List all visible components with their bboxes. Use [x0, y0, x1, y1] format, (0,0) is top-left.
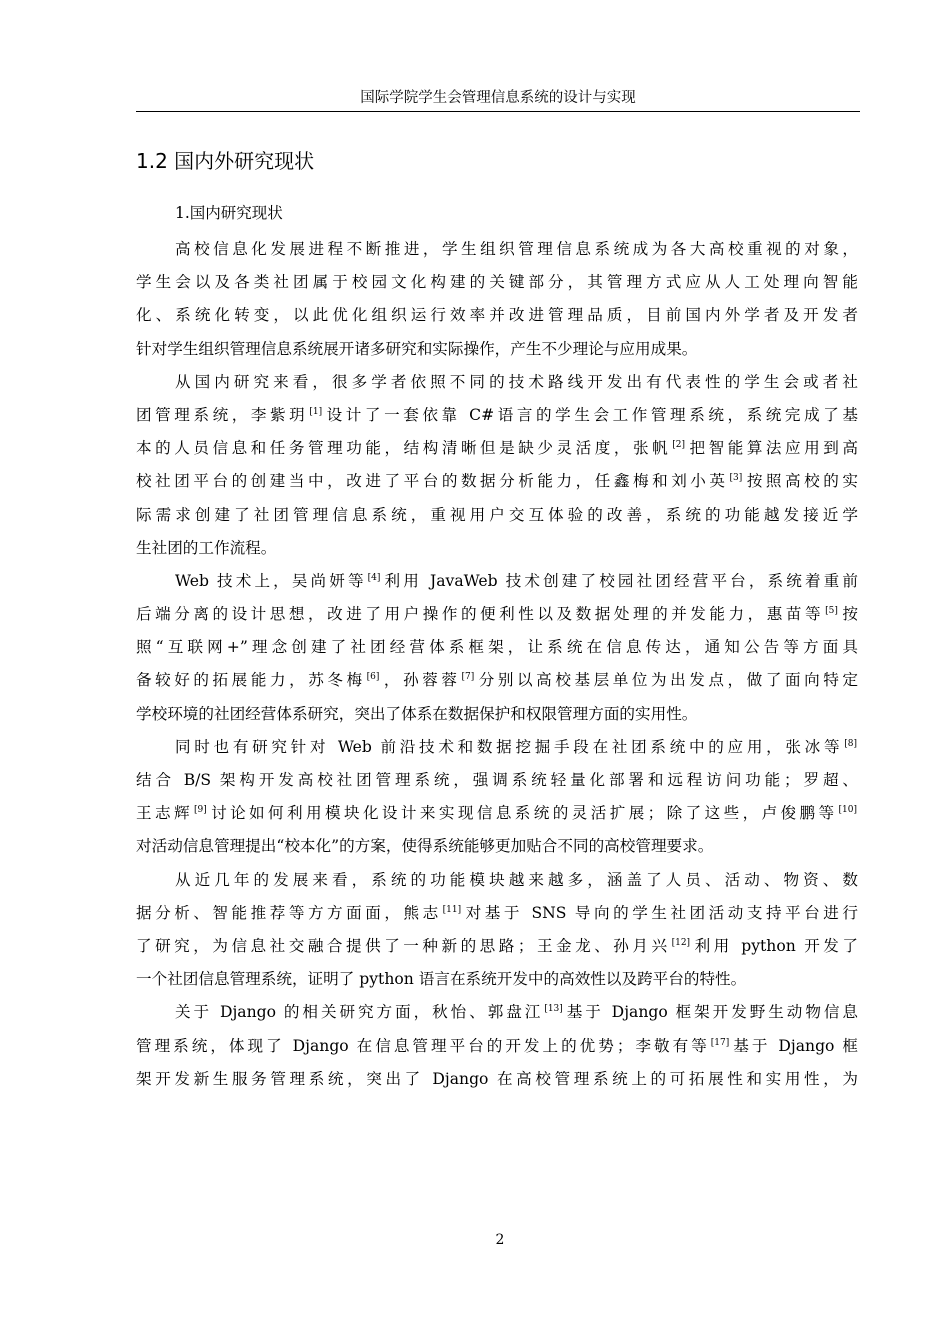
text-run: 把智能算法应用到高 [685, 439, 858, 458]
text-run: 结合 B/S 架构开发高校社团管理系统，强调系统轻量化部署和远程访问功能；罗超、 [136, 771, 858, 789]
citation-marker: [11] [442, 904, 462, 915]
paragraph [136, 996, 858, 1096]
text-run: 按照高校的实 [743, 472, 858, 491]
text-run: 团管理系统，李紫玥 [136, 405, 309, 424]
text-run: 学生会以及各类社团属于校园文化构建的关键部分，其管理方式应从人工处理向智能 [136, 273, 858, 292]
text-run: ，孙蓉蓉 [380, 671, 461, 690]
text-run: 按 [838, 605, 858, 624]
text-run: 架开发新生服务管理系统，突出了 Django 在高校管理系统上的可拓展性和实用性，为 [136, 1069, 858, 1088]
text-line [136, 963, 858, 996]
text-run: 从国内研究来看，很多学者依照不同的技术路线开发出有代表性的学生会或者社 [175, 372, 858, 391]
text-run: 后端分离的设计思想，改进了用户操作的便利性以及数据处理的并发能力，惠苗等 [136, 605, 825, 624]
text-line [136, 731, 858, 764]
text-line [136, 598, 858, 631]
text-run: 对基于 SNS 导向的学生社团活动支持平台进行 [462, 903, 858, 922]
text-line [136, 532, 858, 565]
text-run: 同时也有研究针对 Web 前沿技术和数据挖掘手段在社团系统中的应用，张冰等 [175, 737, 844, 756]
text-run: 对活动信息管理提出“校本化”的方案，使得系统能够更加贴合不同的高校管理要求。 [136, 837, 714, 856]
text-line [136, 333, 858, 366]
text-run: 利用 JavaWeb 技术创建了校园社团经营平台，系统着重前 [381, 571, 858, 590]
text-run: 关于 Django 的相关研究方面，秋怡、郭盘江 [175, 1003, 544, 1022]
text-run: 基于 Django 框 [730, 1036, 858, 1055]
text-line [136, 266, 858, 299]
text-line [136, 897, 858, 930]
text-line [136, 996, 858, 1029]
section-heading: 1.2 国内外研究现状 [136, 149, 315, 173]
text-run: 王志辉 [136, 804, 193, 823]
text-line [136, 764, 858, 797]
paragraph [136, 731, 858, 864]
page-number: 2 [495, 1232, 505, 1248]
citation-marker: [13] [544, 1004, 563, 1015]
citation-marker: [1] [309, 406, 323, 417]
text-run: 高校信息化发展进程不断推进，学生组织管理信息系统成为各大高校重视的对象， [175, 240, 858, 258]
text-run: 分别以高校基层单位为出发点，做了面向特定 [475, 671, 858, 690]
text-run: 际需求创建了社团管理信息系统，重视用户交互体验的改善，系统的功能越发接近学 [136, 505, 858, 524]
text-line [136, 432, 858, 465]
text-run: 生社团的工作流程。 [136, 538, 277, 557]
subheading: 1.国内研究现状 [175, 204, 283, 222]
text-run: Web 技术上，吴尚妍等 [175, 571, 367, 590]
text-run: 讨论如何利用模块化设计来实现信息系统的灵活扩展；除了这些，卢俊鹏等 [207, 804, 838, 823]
text-run: 据分析、智能推荐等方方面面，熊志 [136, 903, 442, 922]
text-line [136, 1030, 858, 1063]
citation-marker: [4] [367, 572, 381, 583]
body-text [136, 233, 858, 1096]
paragraph [136, 565, 858, 731]
text-run: 基于 Django 框架开发野生动物信息 [563, 1003, 858, 1022]
text-run: 从近几年的发展来看，系统的功能模块越来越多，涵盖了人员、活动、物资、数 [175, 870, 858, 889]
text-run: 校社团平台的创建当中，改进了平台的数据分析能力，任鑫梅和刘小英 [136, 472, 729, 491]
text-run: 备较好的拓展能力，苏冬梅 [136, 671, 366, 690]
text-run: 学校环境的社团经营体系研究，突出了体系在数据保护和权限管理方面的实用性。 [136, 704, 698, 723]
text-line [136, 1063, 858, 1096]
text-line [136, 399, 858, 432]
text-run: 照“互联网+”理念创建了社团经营体系框架，让系统在信息传达，通知公告等方面具 [136, 638, 858, 657]
text-line [136, 465, 858, 498]
page-header [136, 88, 860, 112]
text-line [136, 631, 858, 664]
text-run: 了研究，为信息社交融合提供了一种新的思路；王金龙、孙月兴 [136, 936, 671, 955]
text-line [136, 366, 858, 399]
text-line [136, 698, 858, 731]
text-run: 化、系统化转变，以此优化组织运行效率并改进管理品质，目前国内外学者及开发者 [136, 306, 858, 325]
citation-marker: [3] [729, 473, 743, 484]
text-line [136, 499, 858, 532]
text-line [136, 797, 858, 830]
citation-marker: [2] [672, 440, 685, 451]
citation-marker: [12] [671, 937, 691, 948]
citation-marker: [7] [461, 672, 475, 683]
text-run: 利用 python 开发了 [691, 936, 858, 955]
paragraph [136, 233, 858, 366]
text-run: 设计了一套依靠 C#语言的学生会工作管理系统，系统完成了基 [323, 405, 858, 424]
text-run: 本的人员信息和任务管理功能，结构清晰但是缺少灵活度，张帆 [136, 439, 672, 458]
text-line [136, 864, 858, 897]
text-run: 一个社团信息管理系统，证明了 python 语言在系统开发中的高效性以及跨平台的特性。 [136, 970, 747, 989]
citation-marker: [5] [825, 606, 838, 617]
citation-marker: [6] [366, 672, 380, 683]
paragraph [136, 366, 858, 565]
text-run: 管理系统，体现了 Django 在信息管理平台的开发上的优势；李敬有等 [136, 1036, 710, 1055]
text-line [136, 830, 858, 863]
paragraph [136, 864, 858, 997]
text-line [136, 664, 858, 697]
citation-marker: [10] [838, 805, 857, 816]
citation-marker: [8] [844, 738, 857, 749]
text-line [136, 299, 858, 332]
text-line [136, 930, 858, 963]
page-header-title: 国际学院学生会管理信息系统的设计与实现 [360, 90, 636, 106]
text-line [136, 233, 858, 266]
text-run: 针对学生组织管理信息系统展开诸多研究和实际操作，产生不少理论与应用成果。 [136, 339, 698, 358]
citation-marker: [9] [193, 805, 207, 816]
citation-marker: [17] [710, 1037, 730, 1048]
text-line [136, 565, 858, 598]
